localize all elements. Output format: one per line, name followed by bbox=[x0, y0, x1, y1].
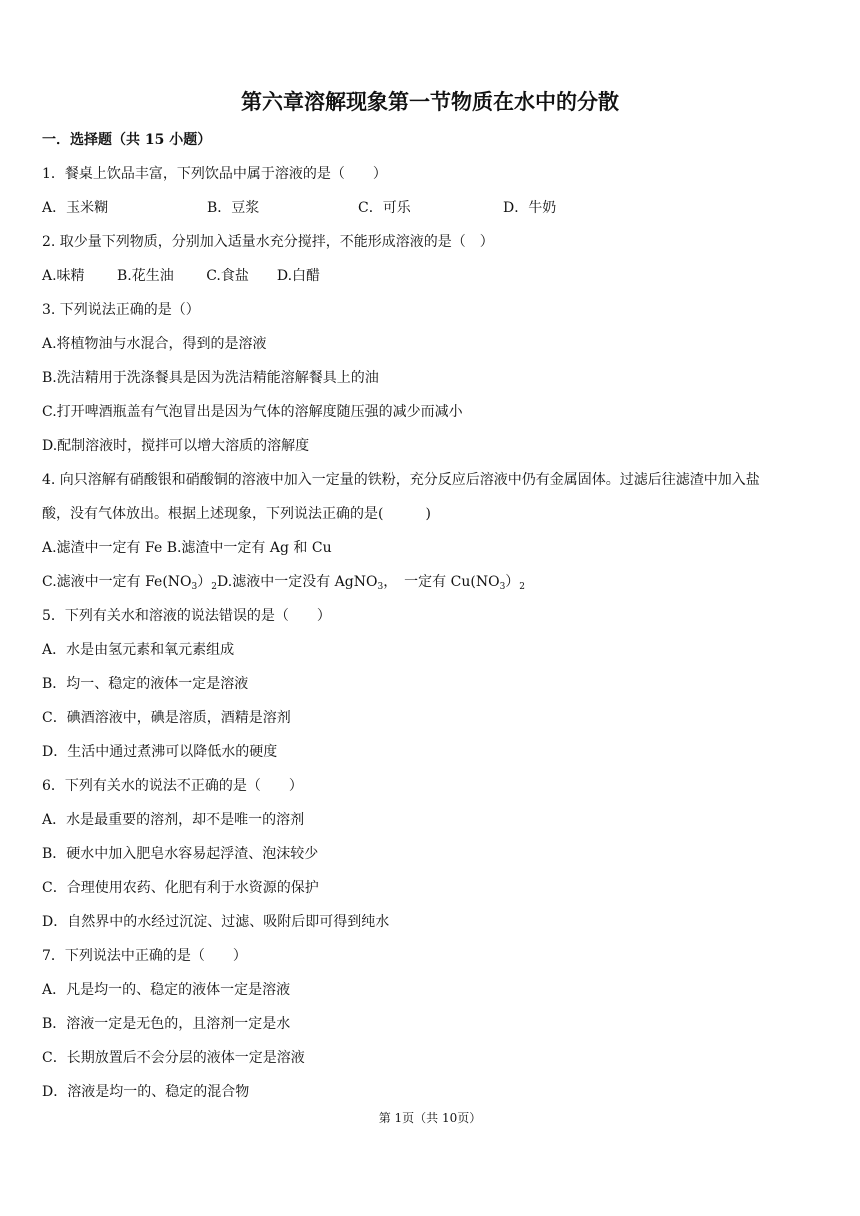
page-footer: 第 1页（共 10页） bbox=[378, 1111, 482, 1125]
q5-option-a: A．水是由氢元素和氧元素组成 bbox=[42, 642, 235, 658]
page-title: 第六章溶解现象第一节物质在水中的分散 bbox=[241, 90, 619, 114]
q3-option-c: C.打开啤酒瓶盖有气泡冒出是因为气体的溶解度随压强的减少而减小 bbox=[42, 404, 463, 420]
q3-option-a: A.将植物油与水混合，得到的是溶液 bbox=[42, 336, 267, 352]
q5-option-b: B．均一、稳定的液体一定是溶液 bbox=[42, 676, 249, 692]
q7-option-d: D．溶液是均一的、稳定的混合物 bbox=[42, 1084, 250, 1100]
q3-option-b: B.洗洁精用于洗涤餐具是因为洗洁精能溶解餐具上的油 bbox=[42, 370, 379, 386]
q5-option-c: C．碘酒溶液中，碘是溶质，酒精是溶剂 bbox=[42, 710, 291, 726]
q4-option-d: D.滤液中一定没有 AgNO$_3$， 一定有 $Cu(NO_3)_2$ bbox=[217, 574, 526, 592]
q6-option-a: A．水是最重要的溶剂，却不是唯一的溶剂 bbox=[42, 812, 305, 828]
question-6: 6．下列有关水的说法不正确的是（ ） bbox=[42, 778, 303, 794]
q1-option-b: B．豆浆 bbox=[207, 200, 260, 216]
section-heading: 一．选择题（共 15 小题） bbox=[42, 132, 212, 148]
question-3: 3. 下列说法正确的是（） bbox=[42, 302, 200, 318]
q5-option-d: D．生活中通过煮沸可以降低水的硬度 bbox=[42, 744, 278, 760]
q4-options-ab: A.滤渣中一定有 Fe B.滤渣中一定有 Ag 和 Cu bbox=[42, 540, 332, 556]
q7-option-b: B．溶液一定是无色的，且溶剂一定是水 bbox=[42, 1016, 291, 1032]
question-2-options: A.味精 B.花生油 C.食盐 D.白醋 bbox=[42, 268, 321, 284]
q4-option-c: C.滤液中一定有 $Fe(NO_3)_2$ bbox=[42, 574, 218, 592]
q6-option-d: D．自然界中的水经过沉淀、过滤、吸附后即可得到纯水 bbox=[42, 914, 390, 930]
q1-option-c: C．可乐 bbox=[358, 200, 411, 216]
question-5: 5．下列有关水和溶液的说法错误的是（ ） bbox=[42, 608, 331, 624]
q6-option-b: B．硬水中加入肥皂水容易起浮渣、泡沫较少 bbox=[42, 846, 319, 862]
question-1: 1．餐桌上饮品丰富，下列饮品中属于溶液的是（ ） bbox=[42, 166, 387, 182]
q1-option-a: A．玉米糊 bbox=[42, 200, 109, 216]
question-7: 7．下列说法中正确的是（ ） bbox=[42, 948, 247, 964]
question-1-options bbox=[42, 198, 602, 218]
question-4-line-1: 4. 向只溶解有硝酸银和硝酸铜的溶液中加入一定量的铁粉，充分反应后溶液中仍有金属固体。过滤后往滤渣中加入盐 bbox=[42, 472, 760, 488]
q4-options-cd bbox=[42, 572, 525, 597]
q1-option-d: D．牛奶 bbox=[503, 200, 557, 216]
q7-option-a: A．凡是均一的、稳定的液体一定是溶液 bbox=[42, 982, 291, 998]
q6-option-c: C．合理使用农药、化肥有利于水资源的保护 bbox=[42, 880, 319, 896]
q7-option-c: C．长期放置后不会分层的液体一定是溶液 bbox=[42, 1050, 305, 1066]
question-2: 2. 取少量下列物质，分别加入适量水充分搅拌，不能形成溶液的是（ ） bbox=[42, 234, 494, 250]
q3-option-d: D.配制溶液时，搅拌可以增大溶质的溶解度 bbox=[42, 438, 310, 454]
question-4-line-2: 酸，没有气体放出。根据上述现象，下列说法正确的是( ) bbox=[42, 506, 431, 522]
